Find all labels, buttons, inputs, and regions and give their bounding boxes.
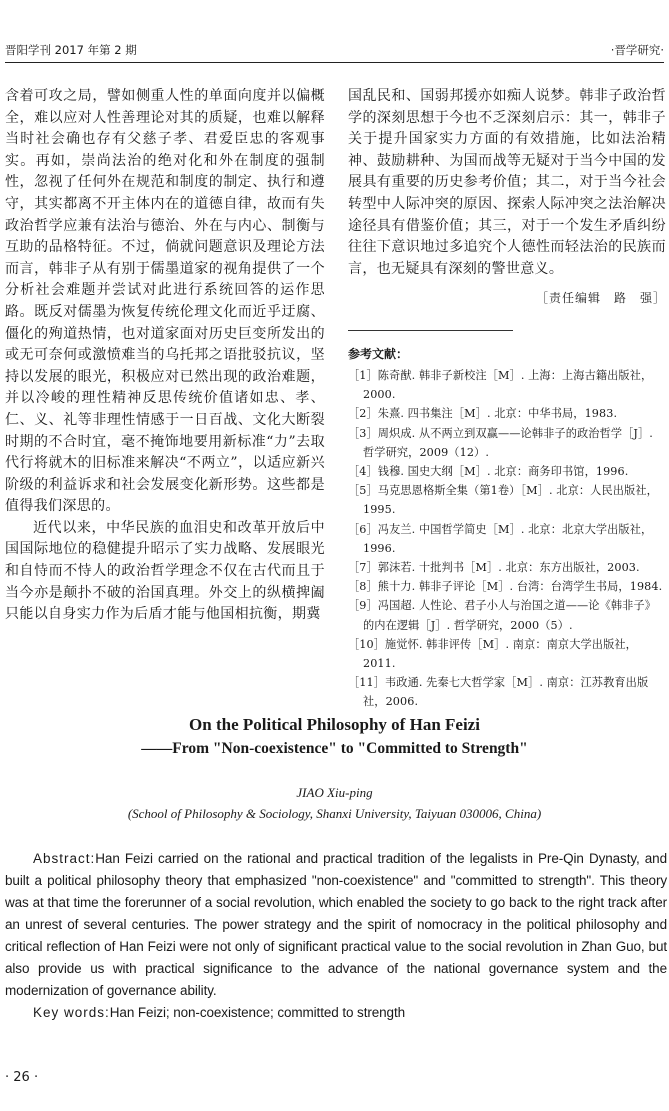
reference-item: ［11］韦政通. 先秦七大哲学家［M］. 南京：江苏教育出版社，2006.: [348, 676, 649, 709]
right-column: [348, 86, 666, 310]
keywords-label: Key words:: [33, 1005, 110, 1020]
reference-item: ［4］钱穆. 国史大纲［M］. 北京：商务印书馆，1996.: [348, 465, 629, 479]
abstract-paragraph: [5, 848, 667, 1002]
reference-item: ［3］周炽成. 从不两立到双赢——论韩非子的政治哲学［J］. 哲学研究，2009（12）.: [348, 426, 653, 459]
reference-item: ［7］郭沫若. 十批判书［M］. 北京：东方出版社，2003.: [348, 561, 640, 575]
references-title: 参考文献：: [348, 347, 409, 361]
body-paragraph: 国乱民和、国弱邦援亦如痴人说梦。韩非子政治哲学的深刻思想于今也不乏深刻启示：其一，韩非子关于提升国家实力方面的有效措施，比如法治精神、鼓励耕种、为国而战等无疑对于当今中国的发展具有重要的历史参考价值；其二，对于当今社会转型中人际冲突的原因、探索人际冲突之法治解决途径具有借鉴价值；其三，对于一个发生矛盾纠纷往往下意识地过多追究个人德性而轻法治的民族而言，也无疑具有深刻的警世意义。: [348, 88, 666, 277]
english-author: JIAO Xiu-ping: [296, 785, 373, 800]
keywords-paragraph: [5, 1002, 667, 1024]
responsible-editor: ［责任编辑 路 强］: [535, 291, 666, 306]
divider: [348, 330, 513, 331]
english-title: On the Political Philosophy of Han Feizi: [189, 715, 480, 734]
references-section: [348, 330, 666, 712]
abstract-text: Han Feizi carried on the rational and practical tradition of the legalists in Pre-Qin Dynasty, and built a political philosophy theory that emphasized "non-coexistence" and "committed to strength". This theory was at that time the forerunner of a social revolution, which enabled the society to go back to the right track after an unrest of several centuries. The power strategy and the spirit of nomocracy in the political philosophy and critical reflection of Han Feizi were not only of significant practical value to the social revolution in Zhan Guo, but also provide us with practical significance to the advance of the national governance system and the modernization of governance ability.: [5, 851, 667, 998]
page-number: · 26 ·: [5, 1070, 39, 1085]
reference-item: ［1］陈奇猷. 韩非子新校注［M］. 上海：上海古籍出版社，2000.: [348, 369, 653, 402]
reference-item: ［9］冯国超. 人性论、君子小人与治国之道——论《韩非子》的内在逻辑［J］. 哲学研究，2000（5）.: [348, 599, 657, 632]
reference-item: ［8］熊十力. 韩非子评论［M］. 台湾：台湾学生书局，1984.: [348, 580, 663, 594]
abstract-label: Abstract:: [33, 851, 96, 866]
english-affiliation: (School of Philosophy & Sociology, Shanxi University, Taiyuan 030006, China): [127, 806, 542, 821]
journal-issue: 晋阳学刊 2017 年第 2 期: [5, 43, 137, 57]
english-subtitle: ——From "Non-coexistence" to "Committed to Strength": [141, 740, 528, 757]
section-name: ·晋学研究·: [610, 43, 664, 57]
reference-item: ［10］施觉怀. 韩非评传［M］. 南京：南京大学出版社，2011.: [348, 637, 637, 671]
english-abstract: [5, 848, 667, 1024]
reference-item: ［5］马克思恩格斯全集（第1卷）［M］. 北京：人民出版社，1995.: [348, 484, 658, 517]
references-list: [348, 366, 666, 712]
running-header: [5, 40, 664, 63]
keywords-text: Han Feizi; non-coexistence; committed to strength: [109, 1005, 406, 1020]
reference-item: ［6］冯友兰. 中国哲学简史［M］. 北京：北京大学出版社，1996.: [348, 522, 653, 555]
body-paragraph: 近代以来，中华民族的血泪史和改革开放后中国国际地位的稳健提升昭示了实力战略、发展眼光和自恃而不恃人的政治哲学理念不仅在古代而且于当今亦是颠扑不破的治国真理。外交上的纵横捭阖只能以自身实力作为后盾才能与他国相抗衡，期冀: [5, 519, 325, 623]
body-paragraph: 含着可攻之局，譬如侧重人性的单面向度并以偏概全，难以应对人性善理论对其的质疑，也难以解释当时社会确也存有父慈子孝、君爱臣忠的客观事实。再如，崇尚法治的绝对化和外在制度的强制性，忽视了任何外在规范和制度的制定、执行和遵守，其实都离不开主体内在的道德自律，故而有失政治哲学应兼有法治与德治、外在与内心、制衡与互助的品格特征。不过，倘就问题意识及理论方法而言，韩非子从有别于儒墨道家的视角提供了一个分析社会难题并尝试对此进行系统回答的运作思路。既反对儒墨为恢复传统伦理文化而近乎迂腐、僵化的殉道热情，也对道家面对历史巨变所发出的或无可奈何或激愤难当的乌托邦之语批驳抗议，坚持以发展的眼光，积极应对已然出现的政治难题，并以冷峻的理性精神反思传统价值诸如忠、孝、仁、义、礼等非理性情感于一日百战、文化大断裂时期的不合时宜，毫不掩饰地要用新标准“力”去取代行将就木的旧标准来解决“不两立”，以适应新兴阶级的利益诉求和社会发展变化新形势。这些都是值得我们深思的。: [5, 88, 325, 515]
reference-item: ［2］朱熹. 四书集注［M］. 北京：中华书局，1983.: [348, 407, 618, 421]
left-column: [5, 86, 325, 626]
